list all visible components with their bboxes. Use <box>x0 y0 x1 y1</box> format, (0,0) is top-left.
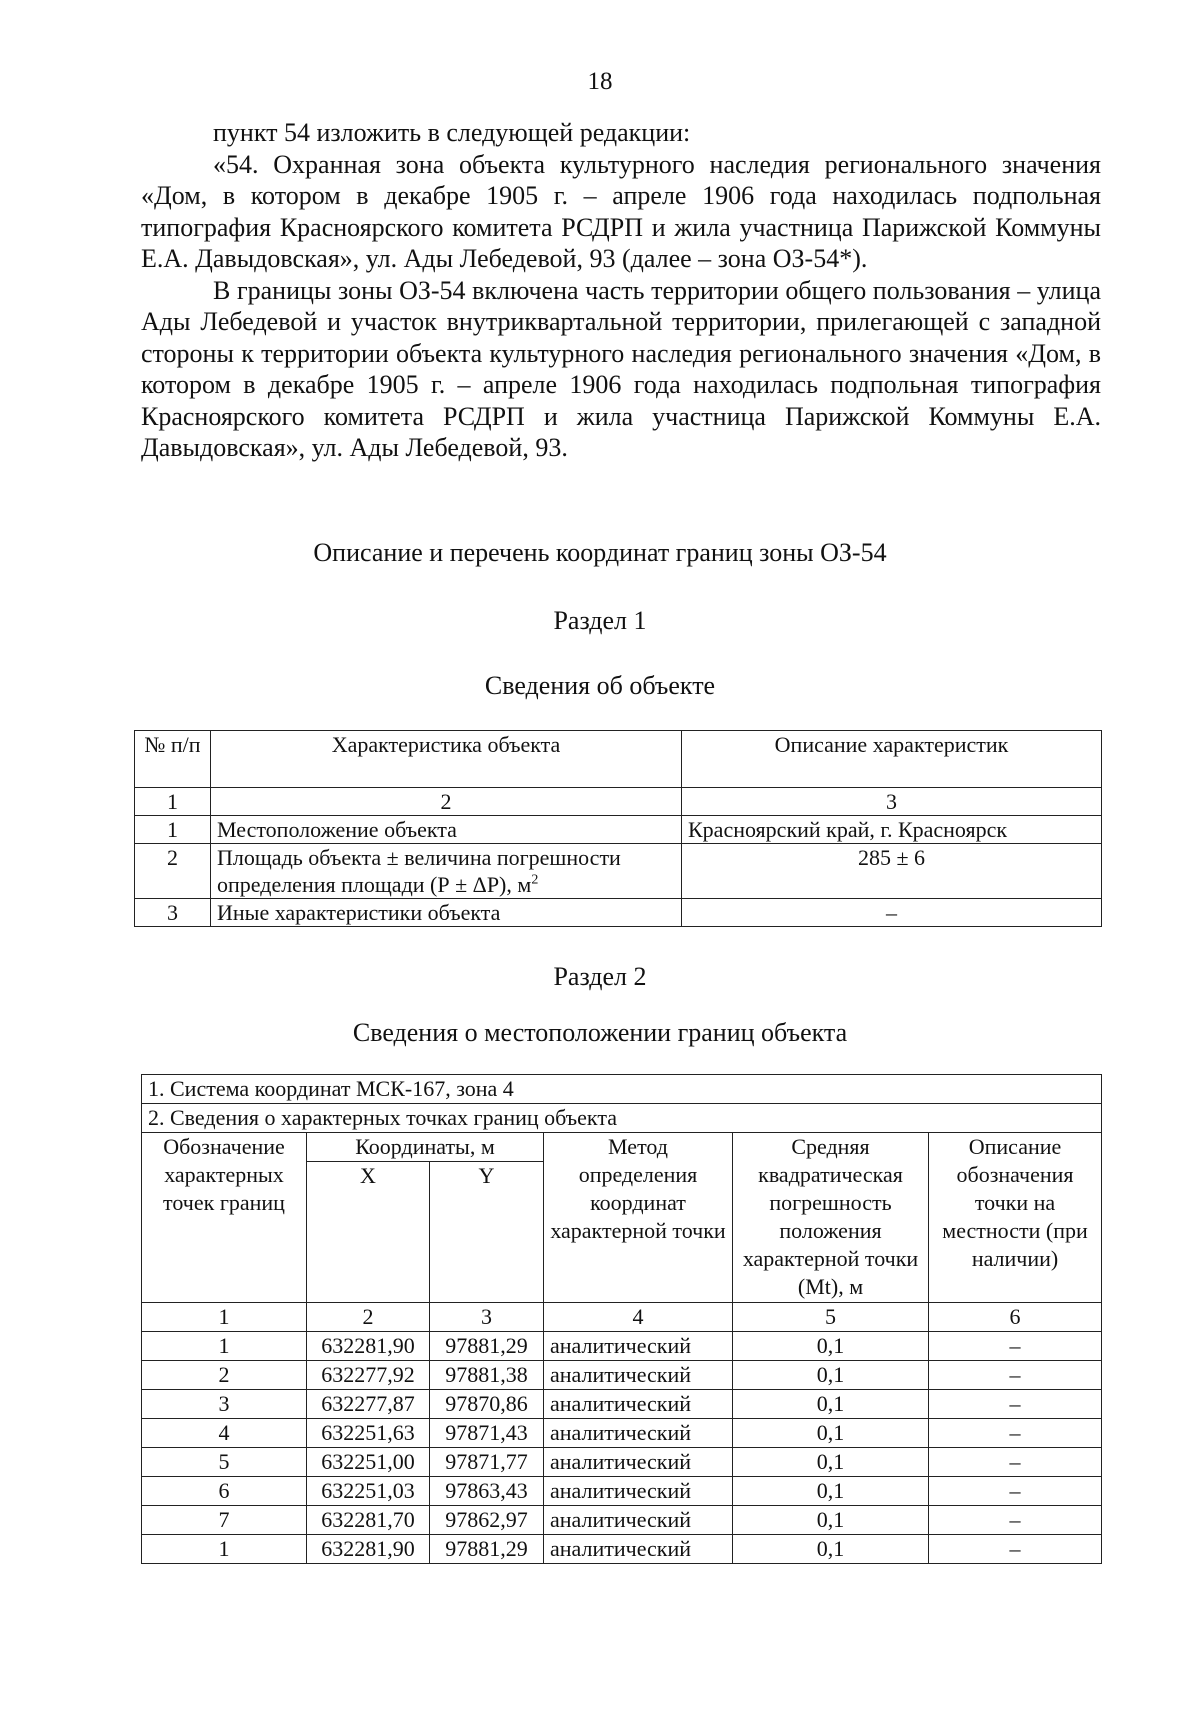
y-coordinate: 97863,43 <box>430 1477 544 1506</box>
method: аналитический <box>544 1448 733 1477</box>
row-num: 2 <box>135 844 211 899</box>
row-num: 1 <box>135 816 211 844</box>
index-cell: 4 <box>544 1303 733 1332</box>
table-row <box>142 1535 1102 1564</box>
method: аналитический <box>544 1419 733 1448</box>
header-characteristic: Характеристика объекта <box>211 731 682 788</box>
body-text <box>141 117 1101 464</box>
point-description: – <box>929 1448 1102 1477</box>
index-cell: 3 <box>430 1303 544 1332</box>
point-id: 2 <box>142 1361 307 1390</box>
x-coordinate: 632281,90 <box>307 1535 430 1564</box>
y-coordinate: 97881,29 <box>430 1332 544 1361</box>
header-description: Описание характеристик <box>682 731 1102 788</box>
point-id: 1 <box>142 1332 307 1361</box>
header-coords: Координаты, м <box>307 1133 544 1162</box>
point-description: – <box>929 1390 1102 1419</box>
table-row <box>142 1419 1102 1448</box>
point-description: – <box>929 1332 1102 1361</box>
page-number: 18 <box>587 68 613 95</box>
heading-coordinates: Описание и перечень координат границ зоны ОЗ-54 <box>313 538 887 567</box>
table-index-row <box>135 788 1102 816</box>
header-row <box>142 1133 1102 1162</box>
point-id: 5 <box>142 1448 307 1477</box>
table-row <box>142 1361 1102 1390</box>
method: аналитический <box>544 1477 733 1506</box>
system-row <box>142 1075 1102 1104</box>
points-caption: 2. Сведения о характерных точках границ объекта <box>142 1104 1102 1133</box>
row-description: 285 ± 6 <box>682 844 1102 899</box>
coordinate-system: 1. Система координат МСК-167, зона 4 <box>142 1075 1102 1104</box>
point-id: 7 <box>142 1506 307 1535</box>
method: аналитический <box>544 1390 733 1419</box>
table-row <box>142 1477 1102 1506</box>
header-error: Средняя квадратическая погрешность положения характерной точки (Mt), м <box>733 1133 929 1303</box>
y-coordinate: 97881,29 <box>430 1535 544 1564</box>
row-description: Красноярский край, г. Красноярск <box>682 816 1102 844</box>
header-y: Y <box>430 1162 544 1303</box>
y-coordinate: 97871,43 <box>430 1419 544 1448</box>
method: аналитический <box>544 1361 733 1390</box>
x-coordinate: 632281,90 <box>307 1332 430 1361</box>
point-id: 4 <box>142 1419 307 1448</box>
points-body <box>142 1332 1102 1564</box>
row-characteristic: Местоположение объекта <box>211 816 682 844</box>
y-coordinate: 97871,77 <box>430 1448 544 1477</box>
row-characteristic <box>211 844 682 899</box>
row-characteristic-text: Площадь объекта ± величина погрешности определения площади (Р ± ΔР), м <box>217 845 621 897</box>
x-coordinate: 632281,70 <box>307 1506 430 1535</box>
x-coordinate: 632277,92 <box>307 1361 430 1390</box>
boundary-points-table <box>141 1074 1102 1564</box>
index-cell: 5 <box>733 1303 929 1332</box>
mt-value: 0,1 <box>733 1332 929 1361</box>
method: аналитический <box>544 1332 733 1361</box>
point-id: 6 <box>142 1477 307 1506</box>
point-id: 3 <box>142 1390 307 1419</box>
section1-subtitle: Сведения об объекте <box>484 671 716 700</box>
x-coordinate: 632277,87 <box>307 1390 430 1419</box>
mt-value: 0,1 <box>733 1419 929 1448</box>
point-description: – <box>929 1477 1102 1506</box>
object-info-table <box>134 730 1102 927</box>
y-coordinate: 97870,86 <box>430 1390 544 1419</box>
y-coordinate: 97881,38 <box>430 1361 544 1390</box>
section2-title: Раздел 2 <box>553 962 647 991</box>
method: аналитический <box>544 1506 733 1535</box>
point-description: – <box>929 1419 1102 1448</box>
header-description: Описание обозначения точки на местности (при наличии) <box>929 1133 1102 1303</box>
point-description: – <box>929 1535 1102 1564</box>
intro-paragraph: пункт 54 изложить в следующей редакции: <box>213 118 691 147</box>
x-coordinate: 632251,63 <box>307 1419 430 1448</box>
point-id: 1 <box>142 1535 307 1564</box>
point-description: – <box>929 1506 1102 1535</box>
index-cell: 3 <box>682 788 1102 816</box>
table-row <box>135 816 1102 844</box>
row-description: – <box>682 899 1102 927</box>
index-row <box>142 1303 1102 1332</box>
header-method: Метод определения координат характерной точки <box>544 1133 733 1303</box>
caption-row <box>142 1104 1102 1133</box>
paragraph-zone-boundaries: В границы зоны ОЗ-54 включена часть территории общего пользования – улица Ады Лебедевой и участок внутриквартальной территории, прилегающей с западной стороны к территории объекта культурного наследия регионального значения «Дом, в котором в декабре 1905 г. – апреле 1906 года находилась подпольная типография Красноярского комитета РСДРП и жила участница Парижской Коммуны Е.А. Давыдовская», ул. Ады Лебедевой, 93. <box>141 275 1101 462</box>
x-coordinate: 632251,00 <box>307 1448 430 1477</box>
section2-subtitle: Сведения о местоположении границ объекта <box>352 1018 848 1047</box>
table-row <box>142 1506 1102 1535</box>
table-row <box>135 899 1102 927</box>
point-description: – <box>929 1361 1102 1390</box>
index-cell: 2 <box>307 1303 430 1332</box>
table-row <box>135 844 1102 899</box>
table-header-row <box>135 731 1102 788</box>
index-cell: 2 <box>211 788 682 816</box>
index-cell: 1 <box>135 788 211 816</box>
mt-value: 0,1 <box>733 1390 929 1419</box>
paragraph-zone-definition: «54. Охранная зона объекта культурного наследия регионального значения «Дом, в котором в декабре 1905 г. – апреле 1906 года находилась подпольная типография Красноярского комитета РСДРП и жила участница Парижской Коммуны Е.А. Давыдовская», ул. Ады Лебедевой, 93 (далее – зона ОЗ-54*). <box>141 149 1101 273</box>
header-designation: Обозначение характерных точек границ <box>142 1133 307 1303</box>
mt-value: 0,1 <box>733 1535 929 1564</box>
section1-title: Раздел 1 <box>553 606 647 635</box>
table-row <box>142 1390 1102 1419</box>
row-num: 3 <box>135 899 211 927</box>
index-cell: 6 <box>929 1303 1102 1332</box>
table-row <box>142 1448 1102 1477</box>
header-x: X <box>307 1162 430 1303</box>
index-cell: 1 <box>142 1303 307 1332</box>
header-num: № п/п <box>135 731 211 788</box>
row-characteristic: Иные характеристики объекта <box>211 899 682 927</box>
method: аналитический <box>544 1535 733 1564</box>
y-coordinate: 97862,97 <box>430 1506 544 1535</box>
mt-value: 0,1 <box>733 1448 929 1477</box>
x-coordinate: 632251,03 <box>307 1477 430 1506</box>
mt-value: 0,1 <box>733 1477 929 1506</box>
superscript: 2 <box>531 872 539 888</box>
mt-value: 0,1 <box>733 1361 929 1390</box>
mt-value: 0,1 <box>733 1506 929 1535</box>
table-row <box>142 1332 1102 1361</box>
